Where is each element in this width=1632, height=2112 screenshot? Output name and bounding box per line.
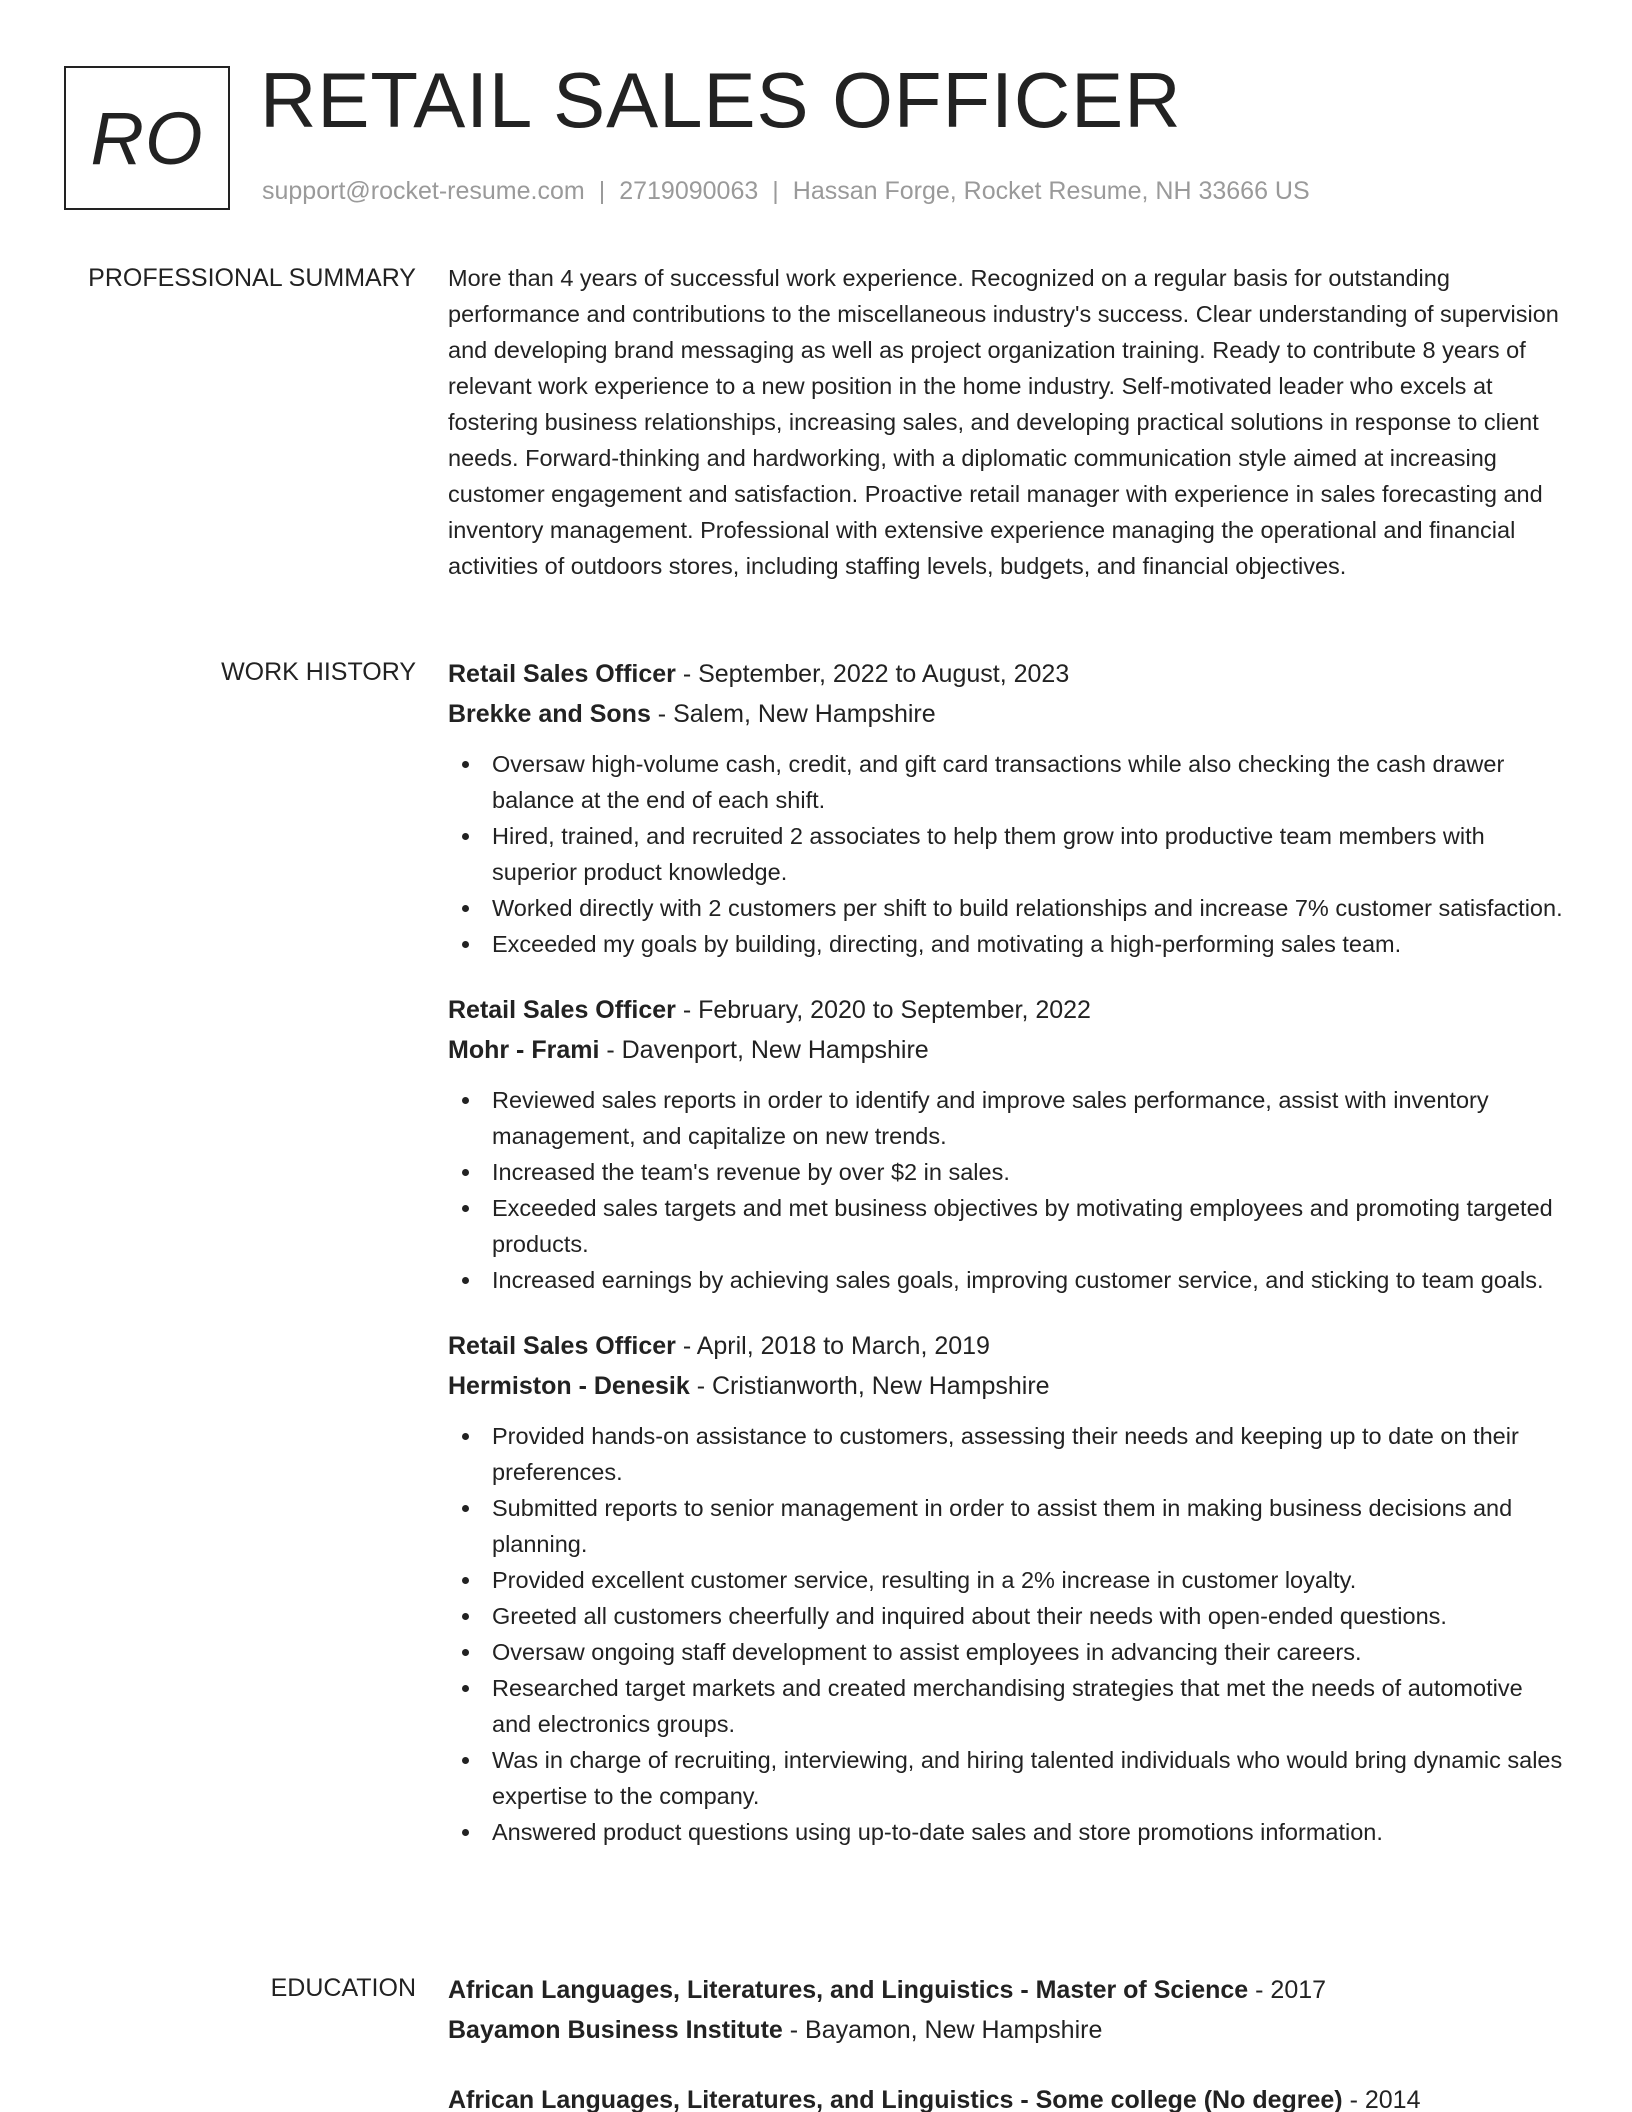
job-company: Brekke and Sons [448, 700, 651, 728]
education-degree-line [448, 2080, 1568, 2112]
bullet-item [448, 1082, 1568, 1154]
bullet-item [448, 890, 1568, 926]
job-location: - Cristianworth, New Hampshire [689, 1372, 1050, 1400]
bullet-item [448, 926, 1568, 962]
job-title-line [448, 1326, 1568, 1366]
contact-separator: | [772, 177, 779, 205]
education-year: - 2017 [1248, 1976, 1327, 2004]
contact-address: Hassan Forge, Rocket Resume, NH 33666 US [792, 177, 1310, 205]
job-company: Hermiston - Denesik [448, 1372, 690, 1400]
contact-separator: | [598, 177, 606, 205]
bullet-dot-icon [462, 761, 469, 768]
job-entry [448, 1326, 1568, 1850]
job-title-line [448, 990, 1568, 1030]
bullet-dot-icon [462, 941, 469, 948]
bullet-text: Exceeded sales targets and met business objectives by motivating employees and promoting targeted products. [492, 1195, 1553, 1257]
bullet-text: Answered product questions using up-to-date sales and store promotions information. [492, 1819, 1383, 1845]
bullet-item [448, 1670, 1568, 1742]
bullet-dot-icon [462, 1757, 469, 1764]
summary-body [448, 260, 1568, 584]
job-title-line [448, 654, 1568, 694]
bullet-dot-icon [462, 1613, 469, 1620]
bullet-dot-icon [462, 905, 469, 912]
bullet-text: Worked directly with 2 customers per shift to build relationships and increase 7% customer satisfaction. [492, 895, 1563, 921]
bullet-dot-icon [462, 833, 469, 840]
job-location: - Davenport, New Hampshire [599, 1036, 929, 1064]
education-entry [448, 2080, 1568, 2112]
bullet-text: Reviewed sales reports in order to identify and improve sales performance, assist with inventory management, and capitalize on new trends. [492, 1087, 1489, 1149]
bullet-dot-icon [462, 1577, 469, 1584]
job-title: Retail Sales Officer [448, 1332, 676, 1360]
bullet-dot-icon [462, 1433, 469, 1440]
education-degree-line [448, 1970, 1568, 2010]
job-bullets [448, 1418, 1568, 1850]
job-company-line [448, 694, 1568, 734]
job-dates: - September, 2022 to August, 2023 [675, 660, 1070, 688]
section-label-work-history: WORK HISTORY [221, 658, 416, 686]
job-company-line [448, 1366, 1568, 1406]
bullet-text: Increased the team's revenue by over $2 in sales. [492, 1159, 1010, 1185]
education-degree: African Languages, Literatures, and Linguistics - Master of Science [448, 1976, 1249, 2004]
job-entry [448, 654, 1568, 962]
contact-line [262, 176, 1310, 206]
education-entry [448, 1970, 1568, 2050]
job-dates: - April, 2018 to March, 2019 [675, 1332, 990, 1360]
bullet-text: Exceeded my goals by building, directing, and motivating a high-performing sales team. [492, 931, 1402, 957]
job-entry [448, 990, 1568, 1298]
education-school: Bayamon Business Institute [448, 2016, 783, 2044]
bullet-text: Hired, trained, and recruited 2 associates to help them grow into productive team members with superior product knowledge. [492, 823, 1485, 885]
bullet-text: Submitted reports to senior management in order to assist them in making business decisions and planning. [492, 1495, 1513, 1557]
contact-email[interactable]: support@rocket-resume.com [262, 177, 585, 205]
bullet-dot-icon [462, 1169, 469, 1176]
bullet-dot-icon [462, 1649, 469, 1656]
job-company-line [448, 1030, 1568, 1070]
bullet-item [448, 1190, 1568, 1262]
bullet-dot-icon [462, 1829, 469, 1836]
bullet-item [448, 1154, 1568, 1190]
job-title: Retail Sales Officer [448, 996, 676, 1024]
bullet-dot-icon [462, 1277, 469, 1284]
work-history-body [448, 654, 1568, 1878]
job-bullets [448, 1082, 1568, 1298]
job-title: Retail Sales Officer [448, 660, 676, 688]
bullet-text: Oversaw ongoing staff development to assist employees in advancing their careers. [492, 1639, 1362, 1665]
education-body [448, 1970, 1568, 2112]
bullet-text: Oversaw high-volume cash, credit, and gift card transactions while also checking the cash drawer balance at the end of each shift. [492, 751, 1505, 813]
bullet-dot-icon [462, 1097, 469, 1104]
bullet-dot-icon [462, 1505, 469, 1512]
education-year: - 2014 [1342, 2086, 1421, 2112]
contact-phone[interactable]: 2719090063 [619, 177, 759, 205]
job-location: - Salem, New Hampshire [650, 700, 936, 728]
bullet-item [448, 818, 1568, 890]
bullet-item [448, 1490, 1568, 1562]
bullet-text: Provided hands-on assistance to customers, assessing their needs and keeping up to date on their preferences. [492, 1423, 1519, 1485]
bullet-text: Researched target markets and created merchandising strategies that met the needs of automotive and electronics groups. [492, 1675, 1523, 1737]
education-location: - Bayamon, New Hampshire [782, 2016, 1103, 2044]
bullet-dot-icon [462, 1685, 469, 1692]
job-company: Mohr - Frami [448, 1036, 600, 1064]
job-dates: - February, 2020 to September, 2022 [675, 996, 1091, 1024]
bullet-text: Greeted all customers cheerfully and inquired about their needs with open-ended questions. [492, 1603, 1447, 1629]
bullet-item [448, 1742, 1568, 1814]
monogram-logo: RO [64, 66, 230, 210]
education-school-line [448, 2010, 1568, 2050]
bullet-item [448, 746, 1568, 818]
bullet-text: Increased earnings by achieving sales goals, improving customer service, and sticking to team goals. [492, 1267, 1544, 1293]
bullet-item [448, 1634, 1568, 1670]
job-bullets [448, 746, 1568, 962]
bullet-text: Was in charge of recruiting, interviewing, and hiring talented individuals who would bring dynamic sales expertise to the company. [492, 1747, 1563, 1809]
section-label-summary: PROFESSIONAL SUMMARY [88, 264, 416, 292]
bullet-dot-icon [462, 1205, 469, 1212]
bullet-item [448, 1562, 1568, 1598]
summary-text: More than 4 years of successful work experience. Recognized on a regular basis for outstanding performance and contributions to the miscellaneous industry's success. Clear understanding of supervision and developing brand messaging as well as project organization training. Ready to contribute 8 years of relevant work experience to a new position in the home industry. Self-motivated leader who excels at fostering business relationships, increasing sales, and developing practical solutions in response to client needs. Forward-thinking and hardworking, with a diplomatic communication style aimed at increasing customer engagement and satisfaction. Proactive retail manager with experience in sales forecasting and inventory management. Professional with extensive experience managing the operational and financial activities of outdoors stores, including staffing levels, budgets, and financial objectives. [448, 265, 1559, 579]
bullet-item [448, 1814, 1568, 1850]
education-degree: African Languages, Literatures, and Linguistics - Some college (No degree) [448, 2086, 1343, 2112]
bullet-item [448, 1418, 1568, 1490]
bullet-text: Provided excellent customer service, resulting in a 2% increase in customer loyalty. [492, 1567, 1357, 1593]
section-label-education: EDUCATION [270, 1974, 416, 2002]
bullet-item [448, 1262, 1568, 1298]
bullet-item [448, 1598, 1568, 1634]
candidate-title: RETAIL SALES OFFICER [260, 56, 1182, 144]
